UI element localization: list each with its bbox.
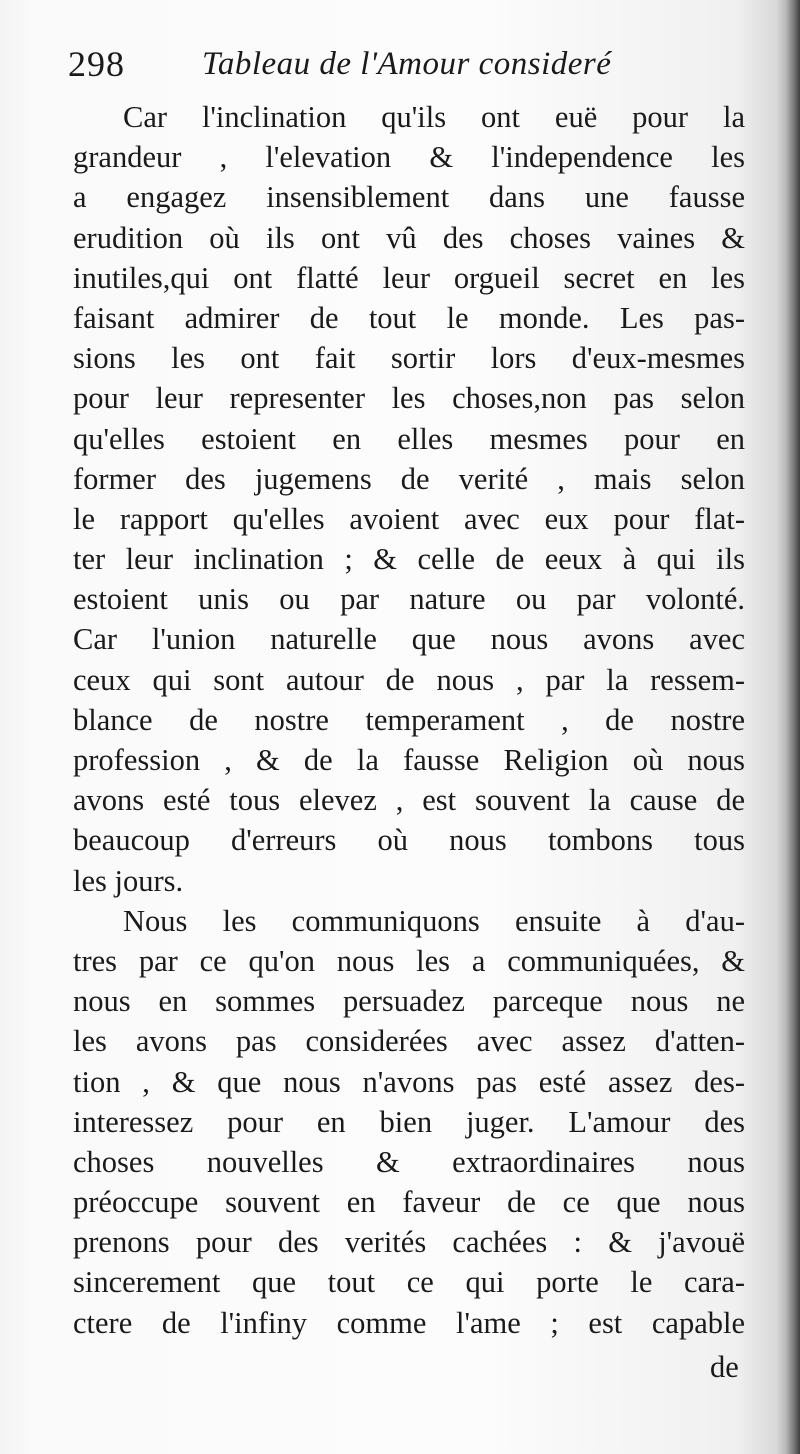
running-head [68, 42, 758, 86]
text-line: sincerement que tout ce qui porte le cara- [73, 1265, 745, 1300]
text-line: interessez pour en bien juger. L'amour des [73, 1104, 745, 1139]
text-line: le rapport qu'elles avoient avec eux pour flat- [73, 501, 745, 536]
text-line: a engagez insensiblement dans une fausse [73, 180, 745, 215]
text-line: pour leur representer les choses,non pas selon [73, 381, 745, 416]
page-edge-shadow [786, 0, 800, 1454]
text-line: les jours. [73, 863, 184, 898]
text-line: estoient unis ou par nature ou par volonté. [73, 582, 745, 617]
text-line: ctere de l'infiny comme l'ame ; est capable [73, 1305, 745, 1340]
text-line: préoccupe souvent en faveur de ce que nous [73, 1185, 745, 1220]
text-line: nous en sommes persuadez parceque nous ne [73, 984, 745, 1019]
text-line: former des jugemens de verité , mais selon [73, 461, 745, 496]
text-line: les avons pas considerées avec assez d'atten- [73, 1024, 745, 1059]
text-line: erudition où ils ont vû des choses vaines & [73, 220, 745, 255]
text-line: blance de nostre temperament , de nostre [73, 702, 745, 737]
text-line: profession , & de la fausse Religion où nous [73, 743, 745, 777]
text-line: tion , & que nous n'avons pas esté assez des- [73, 1064, 745, 1099]
text-line: faisant admirer de tout le monde. Les pas- [73, 300, 745, 335]
text-line: sions les ont fait sortir lors d'eux-mesmes [73, 341, 745, 376]
text-line: Nous les communiquons ensuite à d'au- [123, 903, 745, 938]
text-line: ter leur inclination ; & celle de eeux à qui ils [73, 542, 745, 577]
text-line: ceux qui sont autour de nous , par la ressem- [73, 662, 745, 697]
text-line: qu'elles estoient en elles mesmes pour en [73, 421, 745, 456]
catchword: de [710, 1350, 739, 1384]
text-line: choses nouvelles & extraordinaires nous [73, 1144, 745, 1179]
text-line: Car l'union naturelle que nous avons avec [73, 622, 745, 657]
text-line: beaucoup d'erreurs où nous tombons tous [73, 823, 745, 858]
text-line: grandeur , l'elevation & l'independence les [73, 140, 745, 175]
text-line: inutiles,qui ont flatté leur orgueil secret en les [73, 260, 745, 295]
body-text [73, 97, 745, 1343]
text-line: Car l'inclination qu'ils ont euë pour la [123, 100, 745, 134]
header-title: Tableau de l'Amour consideré [202, 46, 612, 82]
text-line: avons esté tous elevez , est souvent la cause de [73, 783, 745, 818]
page-number: 298 [68, 44, 125, 84]
text-line: tres par ce qu'on nous les a communiquées, & [73, 943, 745, 978]
text-line: prenons pour des verités cachées : & j'avouë [73, 1225, 745, 1260]
